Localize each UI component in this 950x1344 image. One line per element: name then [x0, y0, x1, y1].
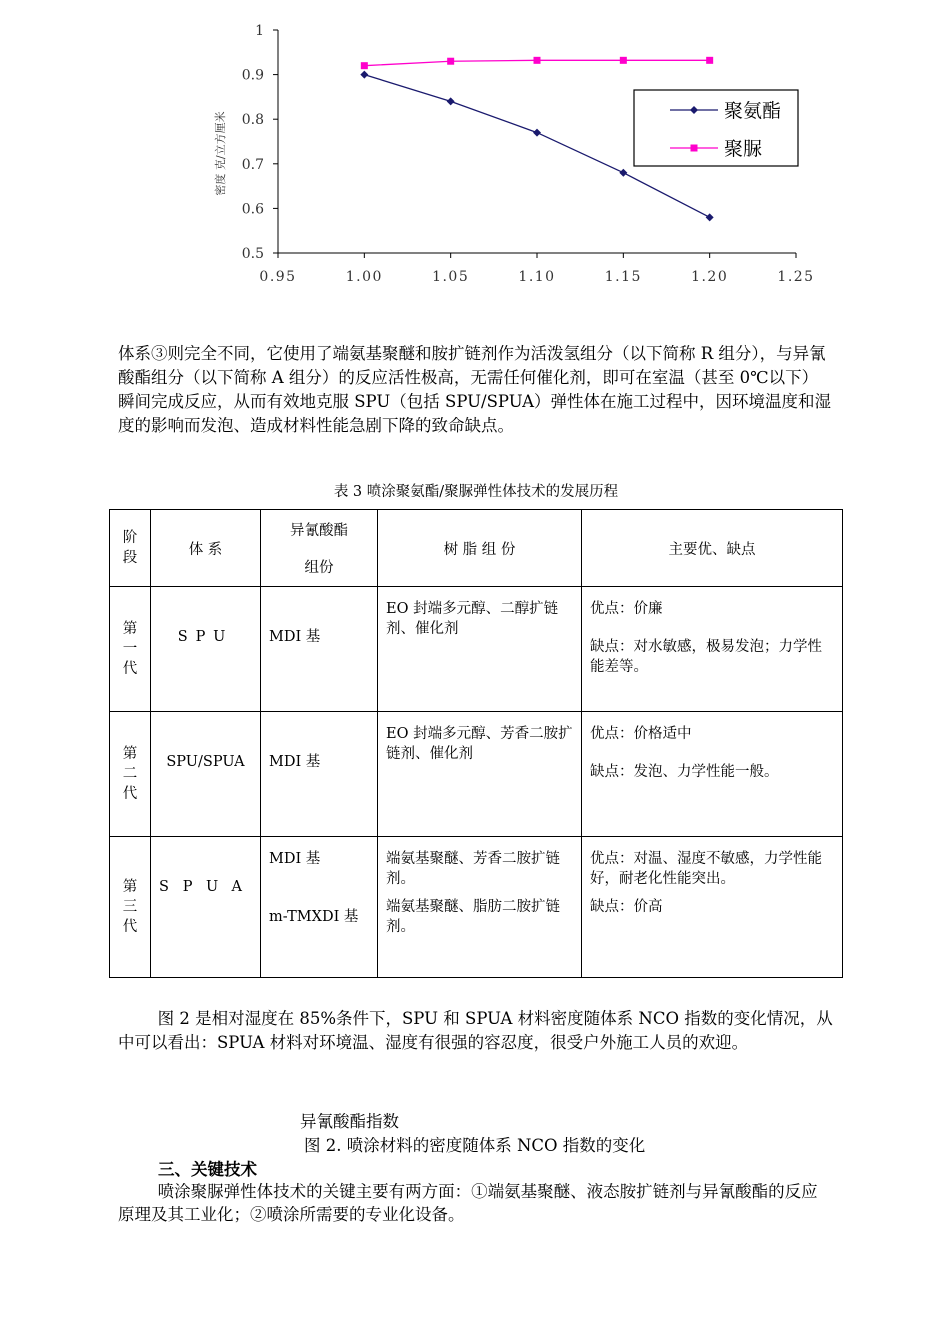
- header-iso-line2: 组份: [304, 560, 334, 576]
- y-tick-label: 0.6: [241, 201, 264, 218]
- legend-label: 聚脲: [724, 138, 763, 160]
- row3-resin: [378, 837, 582, 978]
- table-row: [110, 587, 843, 712]
- data-point: [360, 71, 368, 79]
- data-point: [533, 129, 541, 137]
- y-tick-label: 1: [255, 23, 264, 39]
- data-point: [619, 169, 627, 177]
- paragraph-system3: 体系③则完全不同，它使用了端氨基聚醚和胺扩链剂作为活泼氢组分（以下简称 R 组分），与异氰酸酯组分（以下简称 A 组分）的反应活性极高，无需任何催化剂，即可在室温（甚至 0℃以下）瞬间完成反应，从而有效地克服 SPU（包括 SPU/SPUA）弹性体在施工过程中，因环境温度和湿度的影响而发泡、造成材料性能急剧下降的致命缺点。: [118, 344, 832, 435]
- row3-iso1: MDI 基: [269, 851, 321, 867]
- paragraph-figure2: 图 2 是相对湿度在 85%条件下，SPU 和 SPUA 材料密度随体系 NCO 指数的变化情况，从中可以看出：SPUA 材料对环境温、湿度有很强的容忍度，很受户外施工人员的欢迎。: [118, 1009, 833, 1052]
- row1-stage: 第一代: [110, 587, 151, 712]
- row2-pros-cons: [582, 712, 843, 837]
- table-header-row: [110, 510, 843, 587]
- header-iso-line1: 异氰酸酯: [290, 523, 348, 539]
- y-tick-label: 0.9: [241, 67, 264, 84]
- row3-pro: 优点：对温、湿度不敏感，力学性能好，耐老化性能突出。: [590, 851, 822, 887]
- table-row: [110, 712, 843, 837]
- y-tick-label: 0.8: [241, 112, 264, 129]
- header-stage: 阶段: [110, 510, 151, 587]
- row3-resin1: 端氨基聚醚、芳香二胺扩链剂。: [386, 851, 560, 887]
- header-system: 体 系: [151, 510, 261, 587]
- density-chart: [200, 10, 840, 310]
- x-tick-label: 1.05: [432, 269, 470, 285]
- data-point: [534, 57, 541, 64]
- data-point: [706, 57, 713, 64]
- header-pros-cons: 主要优、缺点: [582, 510, 843, 587]
- header-resin: 树 脂 组 份: [378, 510, 582, 587]
- header-isocyanate: [261, 510, 378, 587]
- x-tick-label: 0.95: [259, 269, 297, 285]
- x-tick-label: 1.20: [691, 269, 729, 285]
- x-tick-label: 1.00: [345, 269, 383, 285]
- row1-resin: EO 封端多元醇、二醇扩链剂、催化剂: [378, 587, 582, 712]
- row3-con: 缺点：价高: [590, 899, 663, 915]
- row3-pros-cons: [582, 837, 843, 978]
- row3-stage: 第三代: [110, 837, 151, 978]
- row3-iso2: m-TMXDI 基: [269, 909, 359, 925]
- data-point: [447, 97, 455, 105]
- row2-con: 缺点：发泡、力学性能一般。: [590, 764, 779, 780]
- legend-marker: [691, 145, 698, 152]
- row1-con: 缺点：对水敏感，极易发泡；力学性能差等。: [590, 639, 822, 675]
- row3-iso: [261, 837, 378, 978]
- x-tick-label: 1.15: [604, 269, 642, 285]
- figure-caption: 图 2. 喷涂材料的密度随体系 NCO 指数的变化: [304, 1136, 646, 1155]
- y-axis-label: 密度 克/立方厘米: [214, 111, 227, 196]
- row1-pro: 优点：价廉: [590, 601, 663, 617]
- data-point: [361, 62, 368, 69]
- row2-resin: EO 封端多元醇、芳香二胺扩链剂、催化剂: [378, 712, 582, 837]
- row1-iso: MDI 基: [261, 587, 378, 712]
- legend-label: 聚氨酯: [724, 100, 782, 122]
- row3-resin2: 端氨基聚醚、脂肪二胺扩链剂。: [386, 899, 560, 935]
- section-heading: 三、关键技术: [158, 1160, 257, 1179]
- data-point: [706, 213, 714, 221]
- row3-system: SPUA: [151, 837, 261, 978]
- y-tick-label: 0.5: [241, 246, 264, 262]
- x-tick-label: 1.10: [518, 269, 556, 285]
- row1-system: SPU: [151, 587, 261, 712]
- row1-pros-cons: [582, 587, 843, 712]
- x-tick-label: 1.25: [777, 269, 815, 285]
- data-point: [620, 57, 627, 64]
- chart-legend: [634, 90, 798, 166]
- paragraph-key-tech: 喷涂聚脲弹性体技术的关键主要有两方面：①端氨基聚醚、液态胺扩链剂与异氰酸酯的反应原理及其工业化；②喷涂所需要的专业化设备。: [118, 1182, 818, 1224]
- row2-iso: MDI 基: [261, 712, 378, 837]
- row2-system: SPU/SPUA: [151, 712, 261, 837]
- data-point: [447, 58, 454, 65]
- row2-stage: 第二代: [110, 712, 151, 837]
- row2-pro: 优点：价格适中: [590, 726, 692, 742]
- y-tick-label: 0.7: [241, 156, 264, 173]
- development-table: [109, 509, 843, 978]
- table-row: [110, 837, 843, 978]
- figure-axis-label: 异氰酸酯指数: [300, 1112, 399, 1131]
- table-caption: 表 3 喷涂聚氨酯/聚脲弹性体技术的发展历程: [333, 484, 619, 500]
